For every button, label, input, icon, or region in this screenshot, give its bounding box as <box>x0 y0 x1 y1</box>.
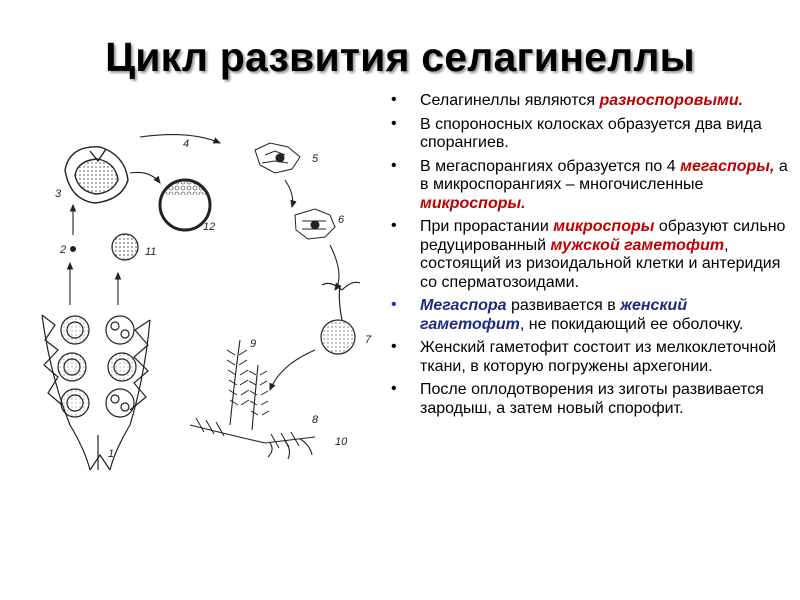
bullet-item <box>388 92 788 111</box>
diagram-label-6: 6 <box>338 214 345 226</box>
selaginella-life-cycle-diagram <box>30 125 380 595</box>
bullet-text: разноспоровыми. <box>599 92 744 109</box>
strobilus-figure <box>42 315 150 470</box>
bullet-text: микроспоры <box>553 218 655 235</box>
bullet-dot-icon: • <box>391 338 397 355</box>
bullet-list <box>388 92 788 423</box>
sporophyte-plant-figure <box>190 340 315 459</box>
bullet-text: мужской гаметофит <box>550 236 725 254</box>
diagram-label-10: 10 <box>335 436 348 448</box>
diagram-label-9: 9 <box>250 338 257 350</box>
bullet-text: , не покидающий ее оболочку. <box>519 315 744 333</box>
bullet-text: мегаспоры, <box>680 157 775 175</box>
diagram-label-4: 4 <box>183 138 190 150</box>
diagram-label-11: 11 <box>145 246 157 258</box>
bullet-dot-icon: • <box>391 114 397 132</box>
diagram-label-2: 2 <box>60 244 67 256</box>
bullet-text: В мегаспорангиях образуется по 4 <box>420 157 681 175</box>
bullet-item <box>388 381 788 418</box>
bullet-text: а в микроспорангиях – многочисленные <box>420 157 788 193</box>
embryo-figure <box>295 209 335 239</box>
bullet-text: В спороносных колосках образуется два вида спорангиев. <box>420 115 762 151</box>
bullet-dot-icon: • <box>391 91 397 108</box>
diagram-label-3: 3 <box>55 188 62 200</box>
bullet-item <box>388 339 788 376</box>
arrows-from-strobilus <box>70 263 118 305</box>
bullet-text: Мегаспора <box>420 297 507 314</box>
bullet-item <box>388 218 788 292</box>
bullet-text: , состоящий из ризоидальной клетки и антеридия со сперматозоидами. <box>420 236 781 291</box>
bullet-item <box>388 158 788 214</box>
diagram-label-12: 12 <box>203 221 216 233</box>
diagram-label-1: 1 <box>108 448 115 460</box>
bullet-dot-icon: • <box>391 156 397 174</box>
bullet-item <box>388 116 788 153</box>
bullet-text: образуют сильно редуцированный <box>420 218 786 254</box>
microspore-small-figure <box>70 246 76 252</box>
young-sporophyte-figure <box>321 282 360 354</box>
microspore-figure <box>112 234 138 260</box>
diagram-label-8: 8 <box>312 414 319 426</box>
bullet-dot-icon: • <box>391 217 397 234</box>
megasporangium-figure <box>65 147 128 203</box>
bullet-dot-icon: • <box>391 296 397 313</box>
bullet-text: При прорастании <box>420 218 554 235</box>
bullet-text: После оплодотворения из зиготы развивается зародыш, а затем новый спорофит. <box>420 381 764 417</box>
diagram-label-7: 7 <box>365 334 372 346</box>
bullet-text: женский гаметофит <box>420 297 688 333</box>
bullet-text: развивается в <box>506 297 621 314</box>
archegonium-figure <box>255 143 300 173</box>
slide-title: Цикл развития селагинеллы <box>105 34 695 80</box>
bullet-text: Селагинеллы являются <box>420 92 600 109</box>
bullet-text: микроспоры. <box>420 194 526 212</box>
diagram-label-5: 5 <box>312 153 319 165</box>
bullet-dot-icon: • <box>391 380 397 397</box>
bullet-item <box>388 297 788 334</box>
bullet-text: Женский гаметофит состоит из мелкоклеточной ткани, в которую погружены архегонии. <box>420 339 777 375</box>
